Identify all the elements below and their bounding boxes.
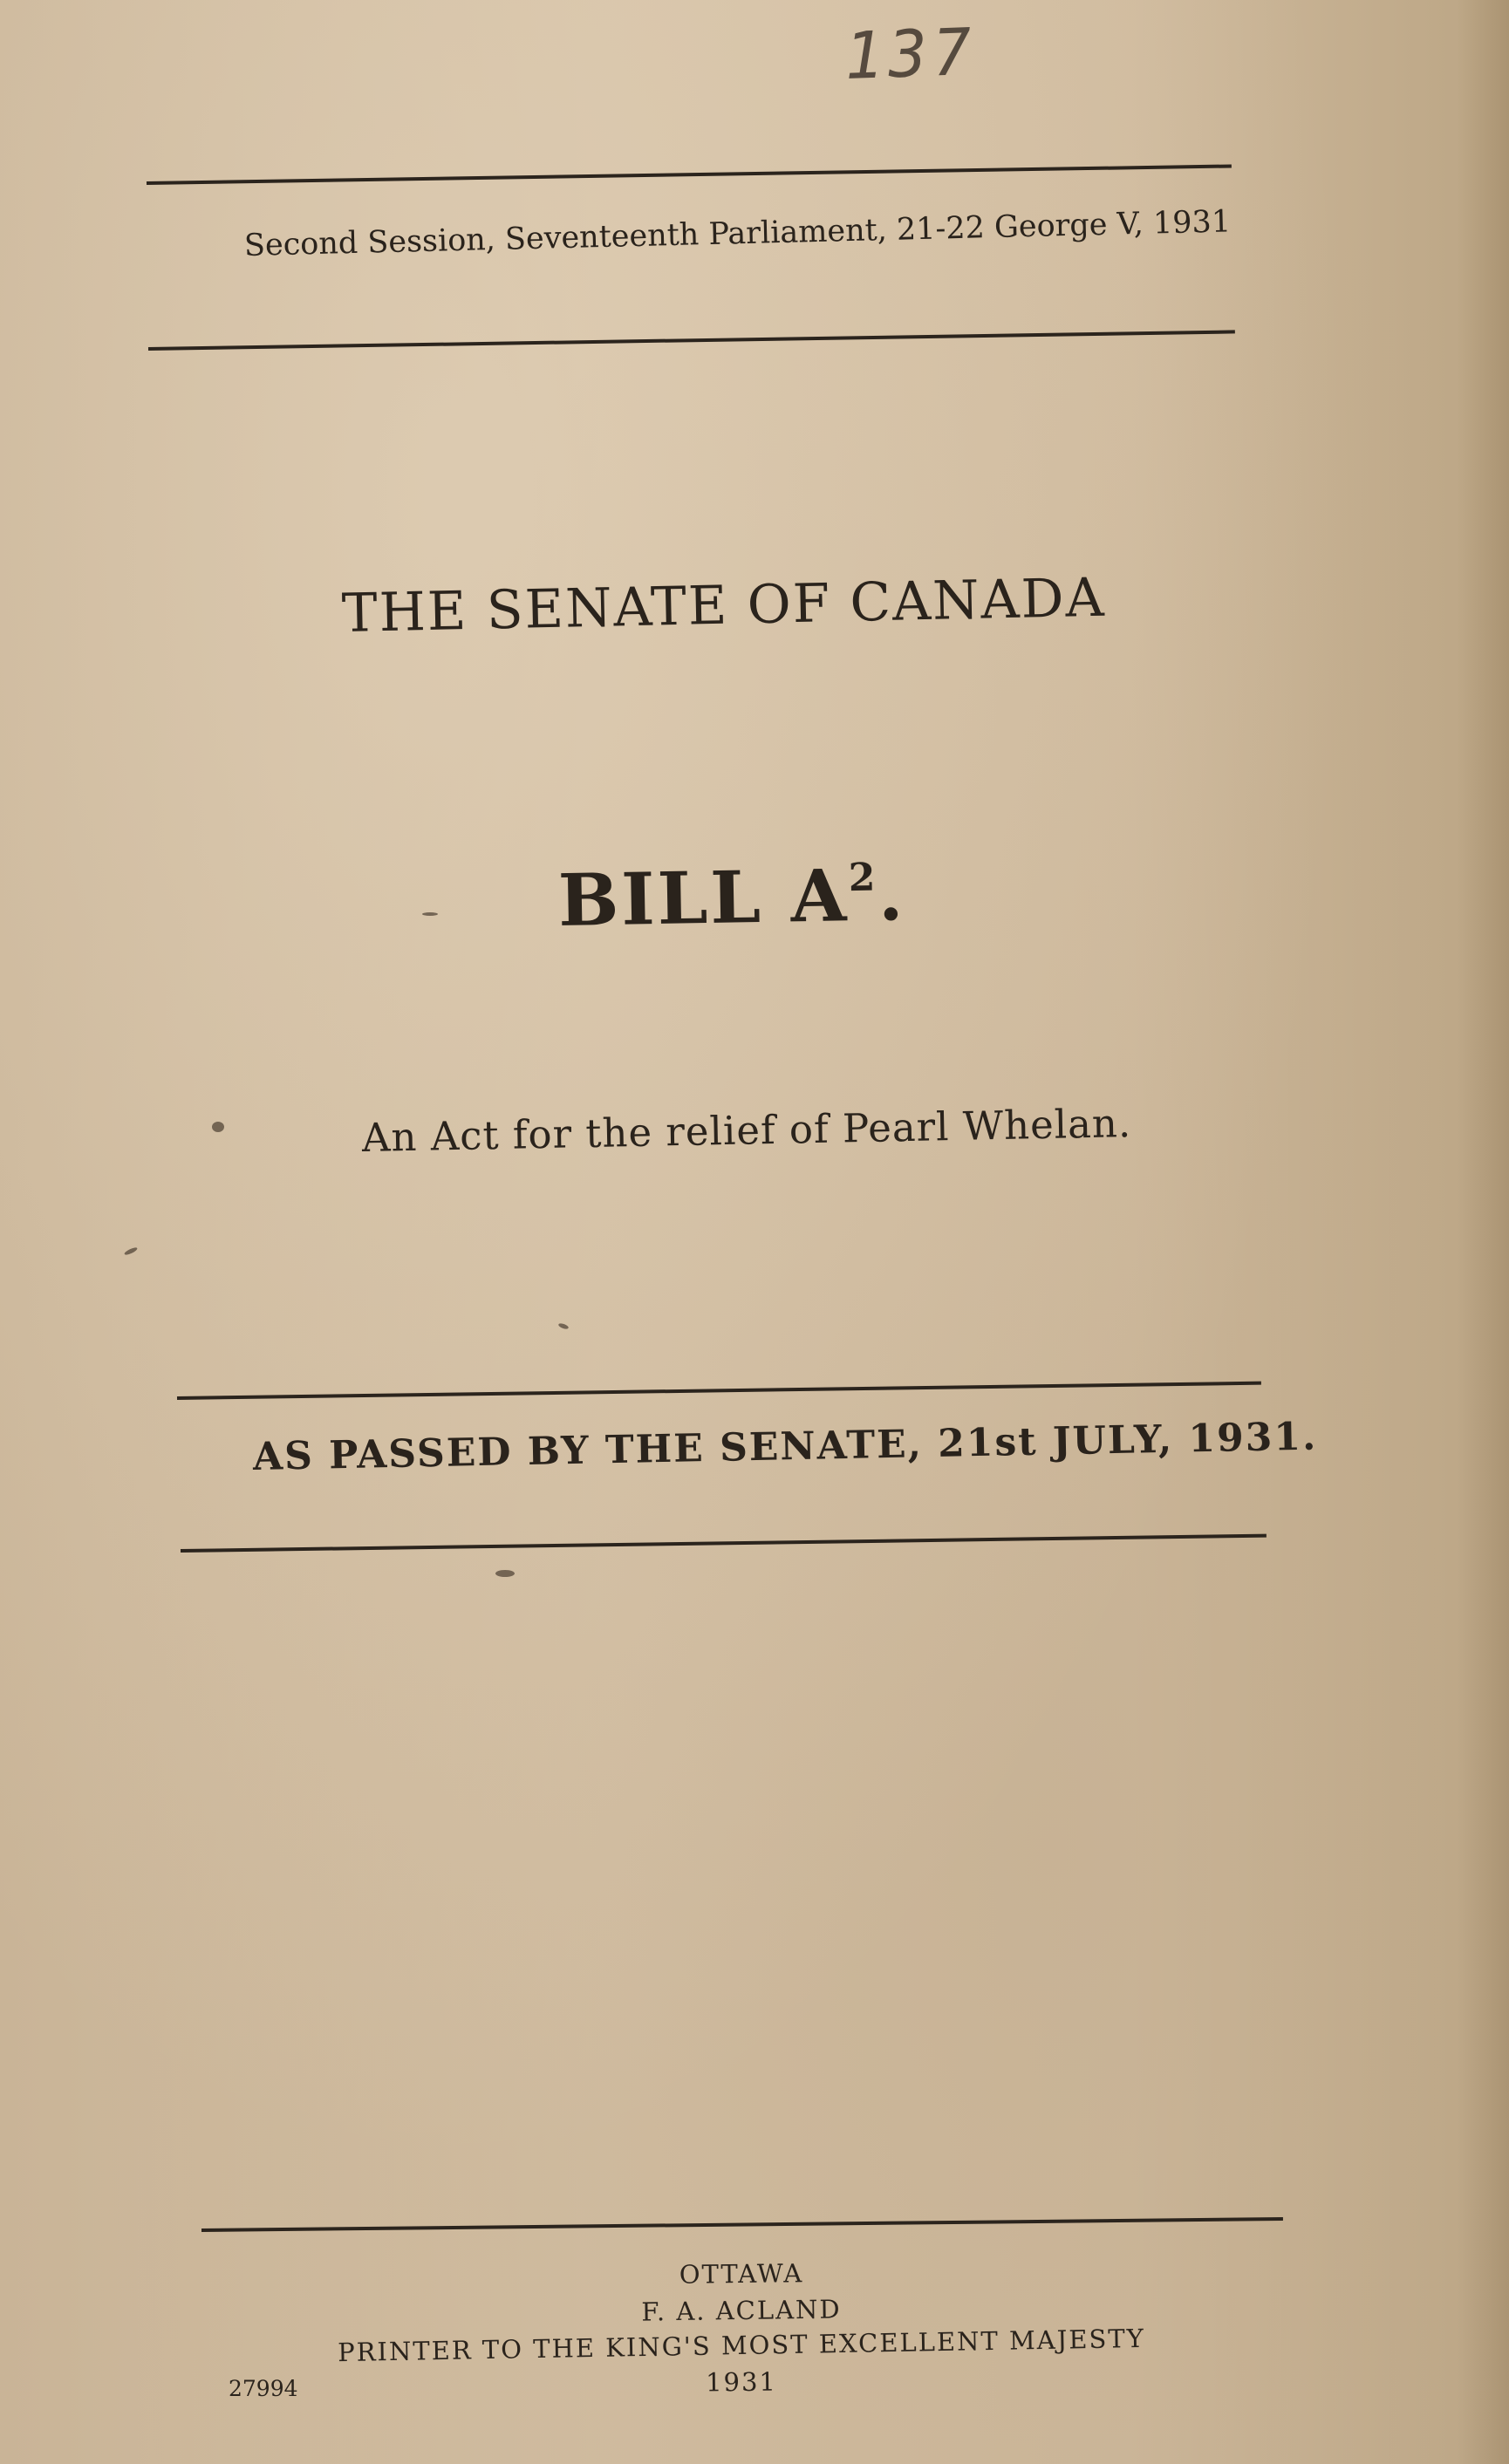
archive-stamp-number: 137 (843, 14, 979, 94)
paper-speck (212, 1122, 224, 1132)
imprint-printer: F. A. ACLAND (641, 2294, 842, 2327)
top-rule-upper (147, 164, 1232, 185)
passed-rule-upper (177, 1382, 1261, 1400)
bill-suffix: . (877, 853, 907, 938)
session-line: Second Session, Seventeenth Parliament, 21-22 George V, 1931 (243, 204, 1232, 263)
paper-speck (124, 1246, 139, 1256)
top-rule-lower (148, 330, 1235, 351)
paper-speck (495, 1570, 515, 1577)
bill-title (557, 853, 906, 943)
paper-speck (558, 1322, 570, 1330)
act-title: An Act for the relief of Pearl Whelan. (361, 1100, 1132, 1161)
paper-speck (422, 912, 438, 916)
page-edge-shadow (1457, 0, 1509, 2464)
passed-line: AS PASSED BY THE SENATE, 21st JULY, 1931. (252, 1414, 1318, 1479)
passed-rule-lower (181, 1534, 1267, 1553)
imprint-city: OTTAWA (679, 2258, 804, 2290)
bill-superscript: 2 (848, 855, 878, 901)
catalogue-number: 27994 (229, 2376, 298, 2401)
imprint-printer-title: PRINTER TO THE KING'S MOST EXCELLENT MAJESTY (337, 2323, 1146, 2368)
imprint-rule (201, 2217, 1283, 2232)
imprint-year: 1931 (705, 2366, 778, 2398)
bill-label: BILL A (557, 854, 850, 943)
senate-title: THE SENATE OF CANADA (341, 566, 1107, 645)
